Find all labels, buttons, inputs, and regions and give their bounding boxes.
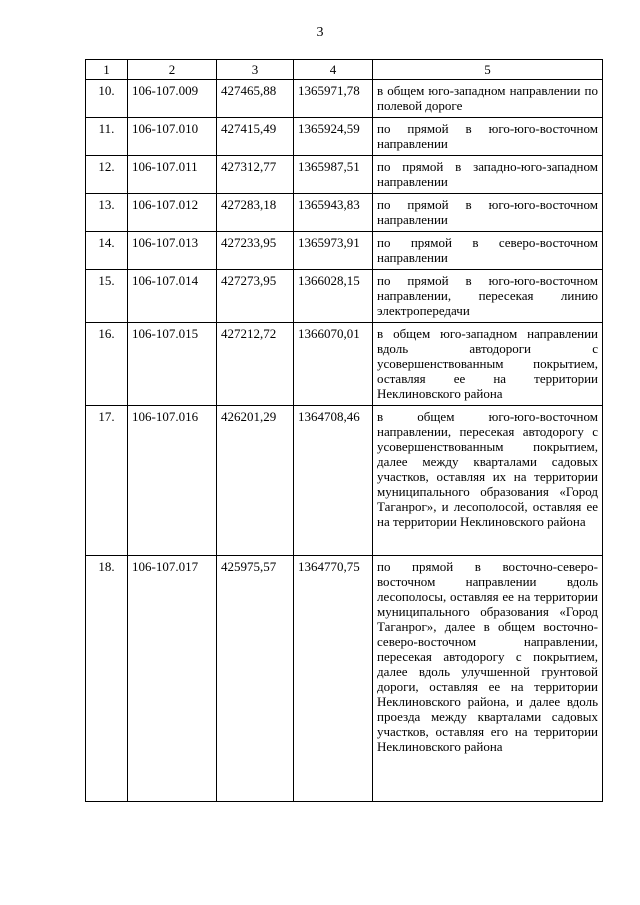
table-header (86, 60, 603, 80)
table-row (86, 270, 603, 323)
coordinate-x: 426201,29 (217, 406, 294, 556)
boundary-description: по прямой в восточно-северо-восточном направлении вдоль лесополосы, оставляя ее на территории муниципального образования «Город Таганрог», далее в общем восточно-северо-восточном направлении, пересекая автодорогу с покрытием, далее вдоль улучшенной грунтовой дороги, оставляя ее на территории Неклиновского района, и далее вдоль проезда между кварталами садовых участков, оставляя его на территории Неклиновского района (373, 556, 603, 802)
boundary-description: по прямой в юго-юго-восточном направлении (373, 194, 603, 232)
page-number: 3 (316, 25, 324, 40)
table-row (86, 194, 603, 232)
coordinate-x: 427233,95 (217, 232, 294, 270)
coordinate-x: 427312,77 (217, 156, 294, 194)
point-code: 106-107.016 (128, 406, 217, 556)
coordinate-x: 427465,88 (217, 80, 294, 118)
boundary-description: по прямой в северо-восточном направлении (373, 232, 603, 270)
boundary-description: в общем юго-западном направлении по полевой дороге (373, 80, 603, 118)
table-row (86, 556, 603, 802)
row-number: 15. (86, 270, 128, 323)
coordinate-y: 1365924,59 (294, 118, 373, 156)
coordinate-y: 1365943,83 (294, 194, 373, 232)
coordinate-x: 427283,18 (217, 194, 294, 232)
point-code: 106-107.009 (128, 80, 217, 118)
header-row (86, 60, 603, 80)
boundary-description: в общем юго-западном направлении вдоль автодороги с усовершенствованным покрытием, оставляя ее на территории Неклиновского района (373, 323, 603, 406)
table-row (86, 232, 603, 270)
point-code: 106-107.014 (128, 270, 217, 323)
point-code: 106-107.012 (128, 194, 217, 232)
table-row (86, 118, 603, 156)
header-cell-description: 5 (373, 60, 603, 80)
coordinate-y: 1365987,51 (294, 156, 373, 194)
row-number: 10. (86, 80, 128, 118)
point-code: 106-107.013 (128, 232, 217, 270)
table-row (86, 156, 603, 194)
table-row (86, 406, 603, 556)
table-body (86, 80, 603, 802)
row-number: 14. (86, 232, 128, 270)
row-number: 11. (86, 118, 128, 156)
point-code: 106-107.010 (128, 118, 217, 156)
coordinate-x: 427415,49 (217, 118, 294, 156)
coordinate-y: 1366028,15 (294, 270, 373, 323)
coordinate-y: 1364770,75 (294, 556, 373, 802)
boundary-description: по прямой в юго-юго-восточном направлении, пересекая линию электропередачи (373, 270, 603, 323)
header-cell-code: 2 (128, 60, 217, 80)
point-code: 106-107.017 (128, 556, 217, 802)
row-number: 17. (86, 406, 128, 556)
boundary-table (85, 59, 603, 802)
coordinate-y: 1364708,46 (294, 406, 373, 556)
coordinate-x: 427273,95 (217, 270, 294, 323)
table-row (86, 80, 603, 118)
row-number: 16. (86, 323, 128, 406)
coordinate-y: 1365973,91 (294, 232, 373, 270)
coordinate-x: 427212,72 (217, 323, 294, 406)
header-cell-number: 1 (86, 60, 128, 80)
row-number: 12. (86, 156, 128, 194)
boundary-description: по прямой в западно-юго-западном направлении (373, 156, 603, 194)
coordinate-y: 1365971,78 (294, 80, 373, 118)
coordinate-y: 1366070,01 (294, 323, 373, 406)
header-cell-y: 4 (294, 60, 373, 80)
table-row (86, 323, 603, 406)
boundary-description: в общем юго-юго-восточном направлении, пересекая автодорогу с усовершенствованным покрытием, далее между кварталами садовых участков, оставляя их на территории муниципального образования «Город Таганрог», и лесополосой, оставляя ее на территории Неклиновского района (373, 406, 603, 556)
header-cell-x: 3 (217, 60, 294, 80)
boundary-description: по прямой в юго-юго-восточном направлении (373, 118, 603, 156)
point-code: 106-107.015 (128, 323, 217, 406)
row-number: 18. (86, 556, 128, 802)
coordinate-x: 425975,57 (217, 556, 294, 802)
point-code: 106-107.011 (128, 156, 217, 194)
row-number: 13. (86, 194, 128, 232)
